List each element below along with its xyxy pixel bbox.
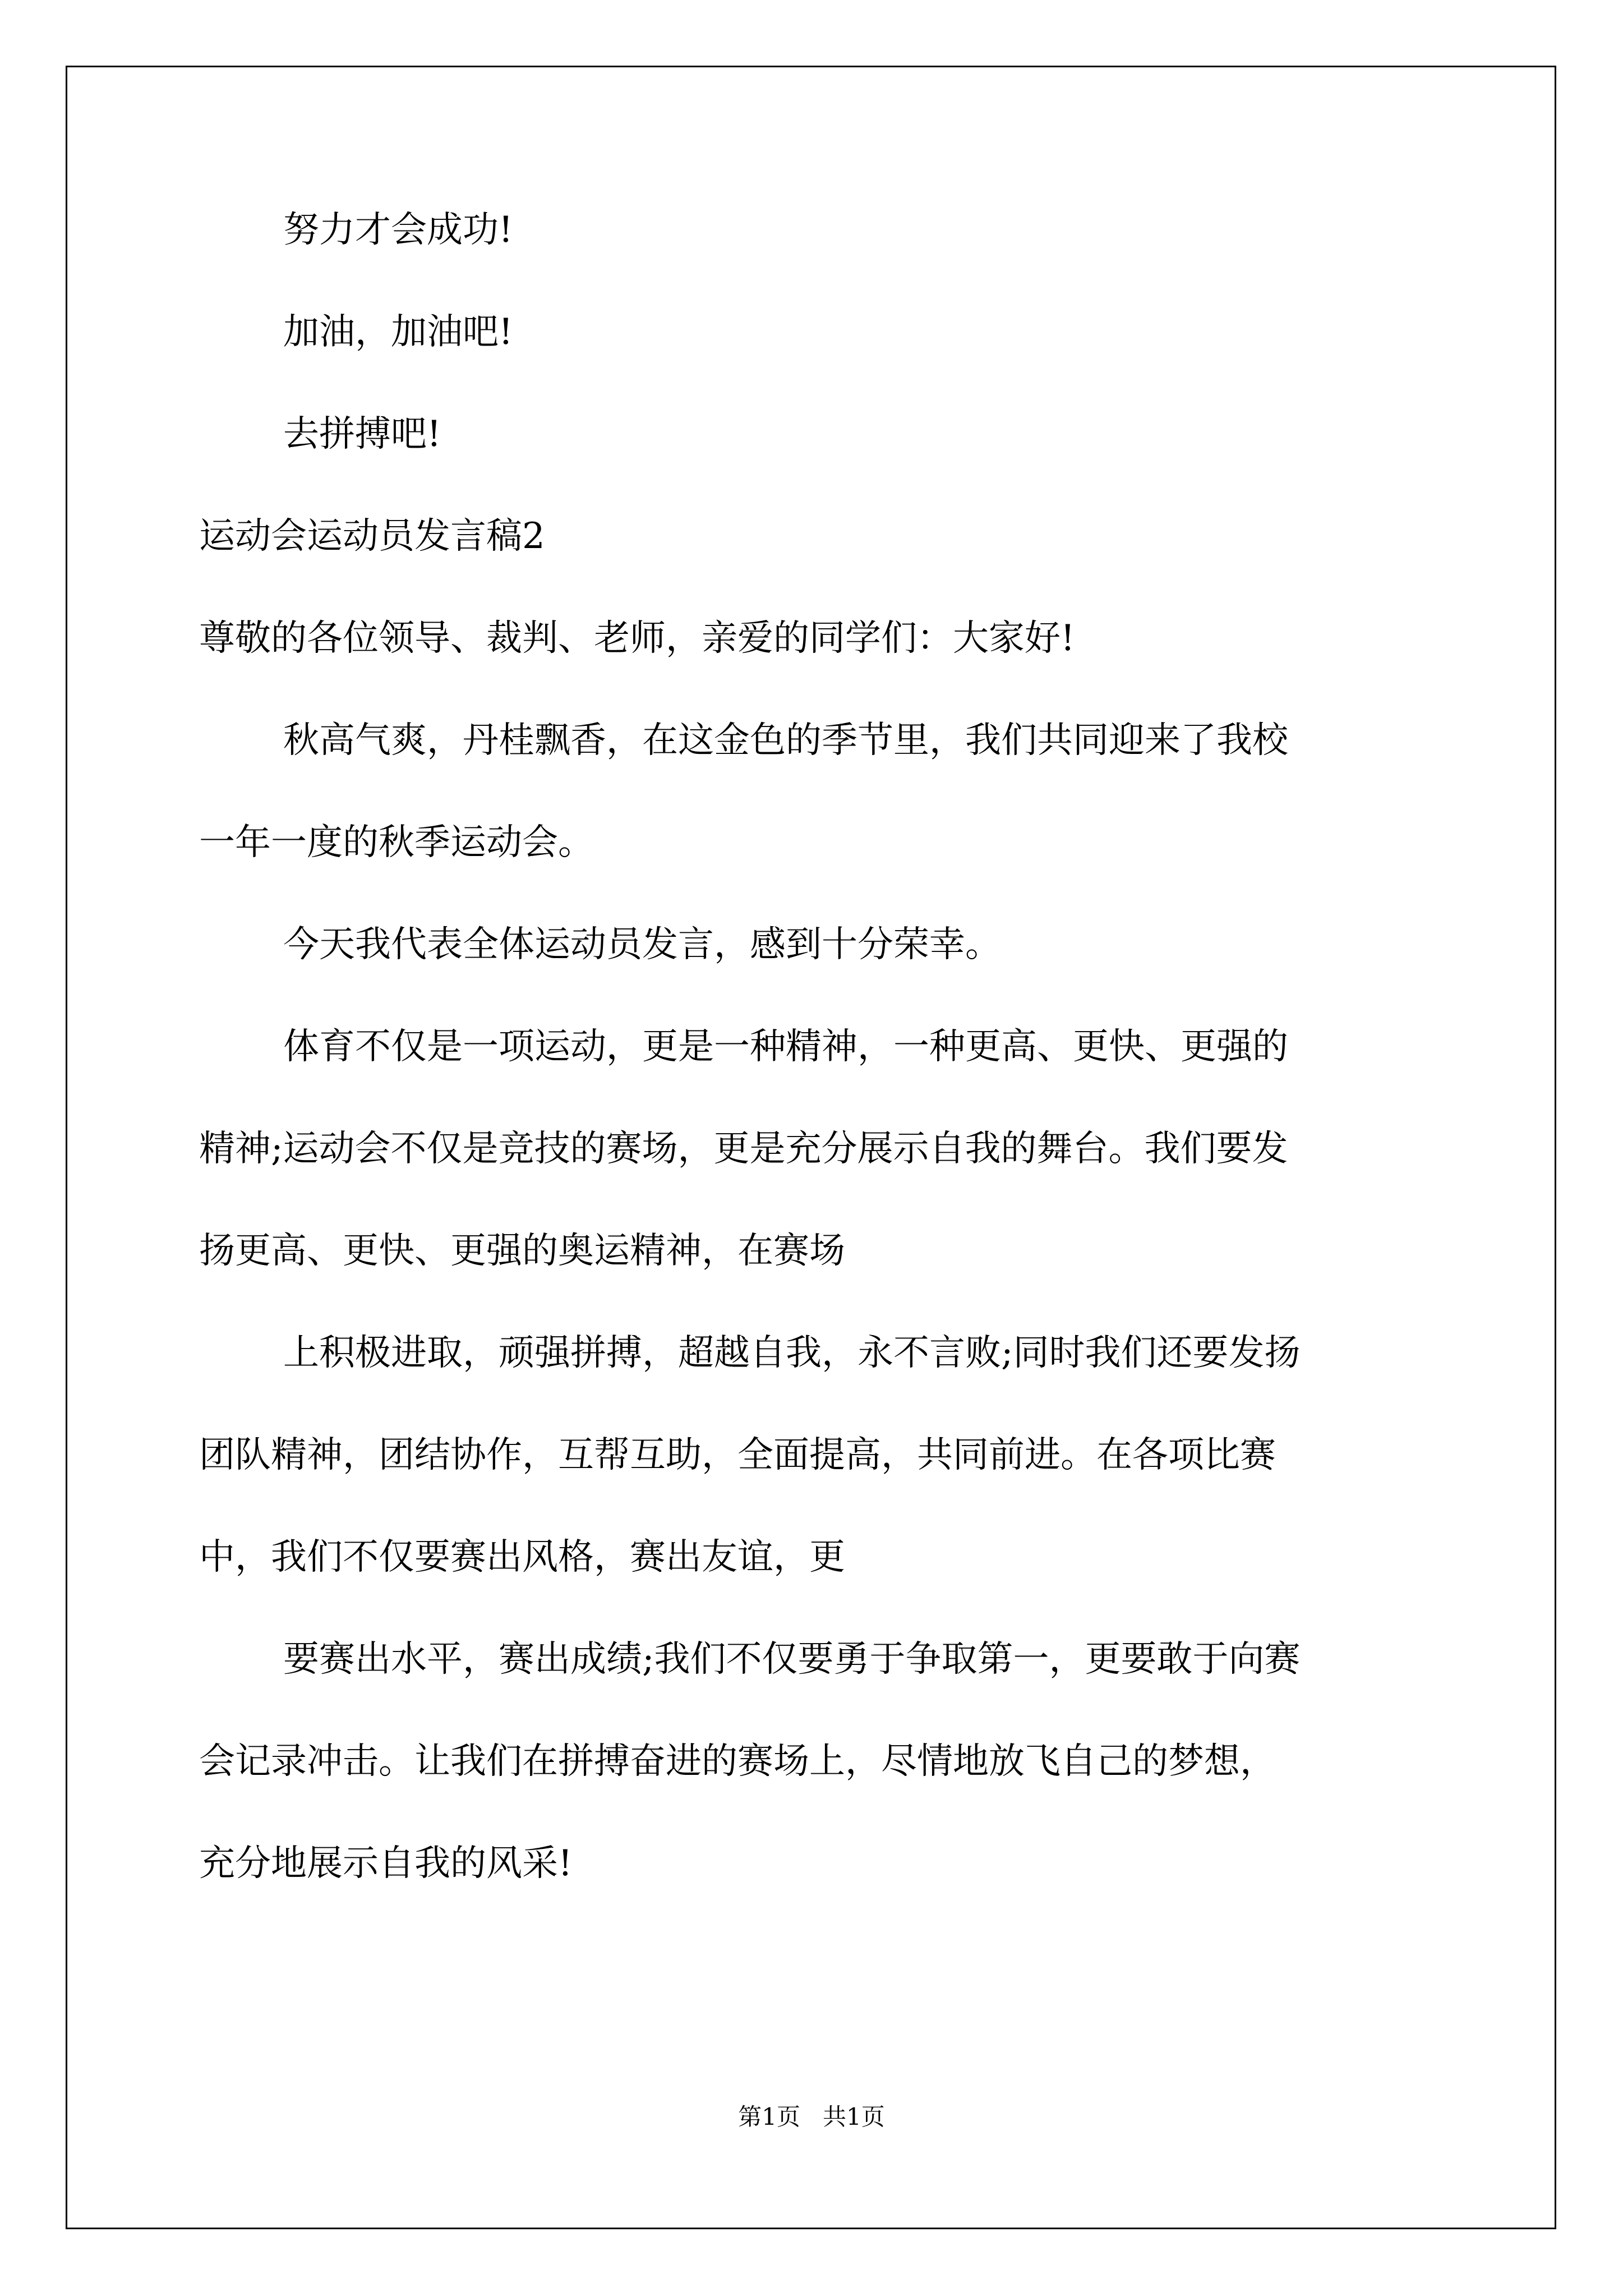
section-title: 运动会运动员发言稿2 <box>199 516 545 557</box>
text-line: 去拼搏吧! <box>283 413 441 455</box>
text-line: 秋高气爽，丹桂飘香，在这金色的季节里，我们共同迎来了我校 <box>283 720 1288 761</box>
salutation: 尊敬的各位领导、裁判、老师，亲爱的同学们：大家好! <box>199 618 1075 659</box>
text-line: 团队精神，团结协作，互帮互助，全面提高，共同前进。在各项比赛 <box>199 1434 1276 1476</box>
text-line: 一年一度的秋季运动会。 <box>199 822 594 863</box>
text-line: 会记录冲击。让我们在拼搏奋进的赛场上，尽情地放飞自己的梦想， <box>199 1741 1276 1782</box>
text-line: 中，我们不仅要赛出风格，赛出友谊，更 <box>199 1536 845 1578</box>
text-line: 精神;运动会不仅是竞技的赛场，更是充分展示自我的舞台。我们要发 <box>199 1128 1288 1170</box>
page-footer: 第1页 共1页 <box>738 2103 885 2131</box>
text-line: 扬更高、更快、更强的奥运精神，在赛场 <box>199 1230 845 1272</box>
text-line: 加油，加油吧! <box>283 311 513 353</box>
text-line: 上积极进取，顽强拼搏，超越自我，永不言败;同时我们还要发扬 <box>283 1332 1301 1374</box>
text-line: 体育不仅是一项运动，更是一种精神，一种更高、更快、更强的 <box>283 1026 1288 1068</box>
text-line: 要赛出水平，赛出成绩;我们不仅要勇于争取第一，更要敢于向赛 <box>283 1639 1301 1680</box>
text-line: 充分地展示自我的风采! <box>199 1843 573 1884</box>
text-line: 今天我代表全体运动员发言，感到十分荣幸。 <box>283 924 1001 965</box>
text-line: 努力才会成功! <box>283 209 513 251</box>
